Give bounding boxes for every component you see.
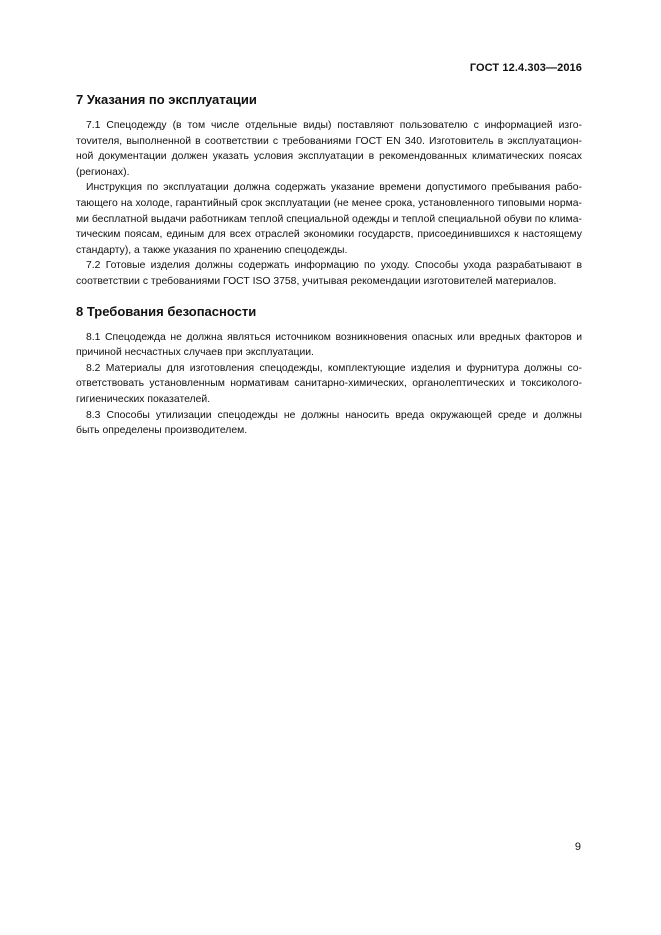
paragraph-8-1 [76,330,582,361]
text-line: тающего на холоде, гарантийный срок эксплуатации (не менее срока, установленного типовыми норма- [76,197,582,209]
text-line: тovителя, выполненной в соответствии с требованиями ГОСТ EN 340. Изготовитель в эксплуатацион- [76,135,582,147]
text-line: соответствии с требованиями ГОСТ ISO 3758, учитывая рекомендации изготовителей материалов. [76,275,557,287]
page-number: 9 [574,841,581,853]
standard-code: ГОСТ 12.4.303—2016 [469,62,582,74]
text-line: Инструкция по эксплуатации должна содержать указание времени допустимого пребывания рабо- [86,182,582,194]
text-line: быть определены производителем. [76,425,248,437]
text-line: 7.2 Готовые изделия должны содержать информацию по уходу. Способы ухода разрабатывают в [86,260,582,272]
text-line: гигиенических показателей. [76,393,211,405]
text-line: ответствовать установленным нормативам санитарно-химических, органолептических и токсиколого- [76,378,582,390]
paragraph-7-2 [76,258,582,289]
document-body [76,92,582,453]
section-8 [76,304,582,439]
section-7 [76,92,582,290]
text-line: 8.1 Спецодежда не должна являться источником возникновения опасных или вредных факторов и [86,331,582,343]
text-line: 8.2 Материалы для изготовления спецодежды, комплектующие изделия и фурнитура должны со- [86,362,582,374]
paragraph-7-1-instructions [76,180,582,258]
text-line: ми бесплатной выдачи работникам теплой специальной одежды и теплой специальной обуви по клима- [76,213,582,225]
text-line: (регионах). [76,166,130,178]
text-line: 8.3 Способы утилизации спецодежды не должны наносить вреда окружающей среде и должны [86,409,582,421]
paragraph-8-3 [76,408,582,439]
paragraph-8-2 [76,361,582,408]
text-line: ной документации должен указать условия эксплуатации в рекомендованных климатических поясах [76,151,582,163]
text-line: тическим поясам, единым для всех отраслей экономики государств, присоединившихся к настоящему [76,229,582,241]
text-line: стандарту), а также указания по хранению спецодежды. [76,244,348,256]
paragraph-7-1 [76,118,582,180]
text-line: причиной несчастных случаев при эксплуатации. [76,347,314,359]
section-7-title: 7 Указания по эксплуатации [76,92,257,107]
text-line: 7.1 Спецодежду (в том числе отдельные виды) поставляют пользователю с информацией изго- [86,120,582,131]
section-8-title: 8 Требования безопасности [76,303,257,319]
